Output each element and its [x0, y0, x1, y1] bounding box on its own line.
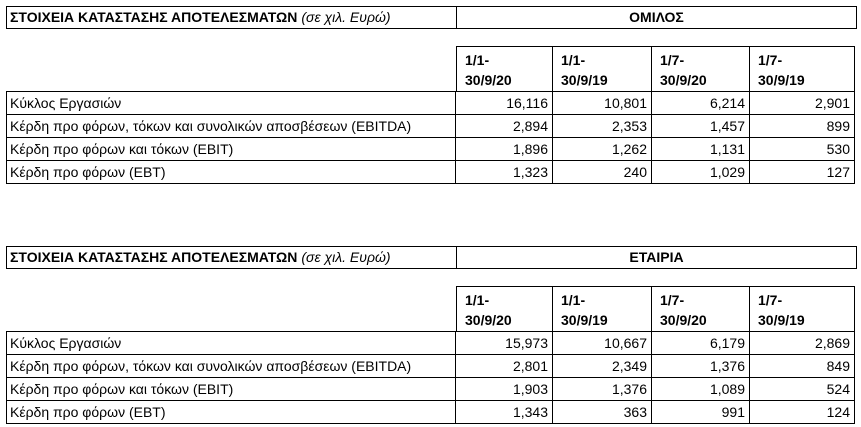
value-cell: 530 — [750, 138, 855, 161]
value-cell: 10,801 — [553, 92, 652, 115]
value-cell: 849 — [750, 355, 855, 378]
row-label: Κύκλος Εργασιών — [6, 332, 456, 355]
row-label: Κέρδη προ φόρων και τόκων (EBIT) — [6, 138, 456, 161]
period-header: 1/1- 30/9/19 — [553, 46, 652, 92]
value-cell: 2,349 — [553, 355, 652, 378]
value-cell: 991 — [652, 401, 750, 424]
empty-header-cell — [6, 286, 456, 332]
table-title — [7, 7, 457, 28]
title-text: ΣΤΟΙΧΕΙΑ ΚΑΤΑΣΤΑΣΗΣ ΑΠΟΤΕΛΕΣΜΑΤΩΝ — [10, 9, 298, 25]
period-header: 1/1- 30/9/20 — [456, 286, 553, 332]
value-cell: 10,667 — [553, 332, 652, 355]
value-cell: 1,029 — [652, 161, 750, 184]
table-header — [6, 6, 857, 29]
title-text: ΣΤΟΙΧΕΙΑ ΚΑΤΑΣΤΑΣΗΣ ΑΠΟΤΕΛΕΣΜΑΤΩΝ — [10, 249, 298, 265]
period-header: 1/7- 30/9/20 — [652, 46, 750, 92]
value-cell: 127 — [750, 161, 855, 184]
value-cell: 363 — [553, 401, 652, 424]
table-title — [7, 247, 457, 268]
value-cell: 1,903 — [456, 378, 553, 401]
empty-header-cell — [6, 46, 456, 92]
value-cell: 2,801 — [456, 355, 553, 378]
group-results-table — [6, 6, 857, 184]
value-cell: 1,343 — [456, 401, 553, 424]
value-cell: 2,869 — [750, 332, 855, 355]
period-header: 1/1- 30/9/19 — [553, 286, 652, 332]
value-cell: 2,894 — [456, 115, 553, 138]
results-grid — [6, 286, 857, 424]
period-header: 1/1- 30/9/20 — [456, 46, 553, 92]
value-cell: 1,457 — [652, 115, 750, 138]
period-header: 1/7- 30/9/19 — [750, 46, 855, 92]
value-cell: 15,973 — [456, 332, 553, 355]
results-grid — [6, 46, 857, 184]
entity-label: ΟΜΙΛΟΣ — [629, 9, 684, 25]
row-label: Κέρδη προ φόρων, τόκων και συνολικών αποσβέσεων (EBITDA) — [6, 115, 456, 138]
value-cell: 524 — [750, 378, 855, 401]
table-header — [6, 246, 857, 269]
value-cell: 6,214 — [652, 92, 750, 115]
value-cell: 1,089 — [652, 378, 750, 401]
company-results-table — [6, 246, 857, 424]
value-cell: 899 — [750, 115, 855, 138]
value-cell: 1,896 — [456, 138, 553, 161]
value-cell: 6,179 — [652, 332, 750, 355]
value-cell: 1,262 — [553, 138, 652, 161]
value-cell: 1,131 — [652, 138, 750, 161]
unit-text: (σε χιλ. Ευρώ) — [301, 9, 391, 25]
row-label: Κέρδη προ φόρων (EBT) — [6, 161, 456, 184]
value-cell: 1,323 — [456, 161, 553, 184]
value-cell: 124 — [750, 401, 855, 424]
row-label: Κέρδη προ φόρων, τόκων και συνολικών αποσβέσεων (EBITDA) — [6, 355, 456, 378]
value-cell: 240 — [553, 161, 652, 184]
row-label: Κύκλος Εργασιών — [6, 92, 456, 115]
row-label: Κέρδη προ φόρων (EBT) — [6, 401, 456, 424]
value-cell: 16,116 — [456, 92, 553, 115]
entity-label: ΕΤΑΙΡΙΑ — [629, 249, 684, 265]
unit-text: (σε χιλ. Ευρώ) — [301, 249, 391, 265]
value-cell: 1,376 — [652, 355, 750, 378]
value-cell: 1,376 — [553, 378, 652, 401]
value-cell: 2,353 — [553, 115, 652, 138]
row-label: Κέρδη προ φόρων και τόκων (EBIT) — [6, 378, 456, 401]
value-cell: 2,901 — [750, 92, 855, 115]
period-header: 1/7- 30/9/19 — [750, 286, 855, 332]
period-header: 1/7- 30/9/20 — [652, 286, 750, 332]
